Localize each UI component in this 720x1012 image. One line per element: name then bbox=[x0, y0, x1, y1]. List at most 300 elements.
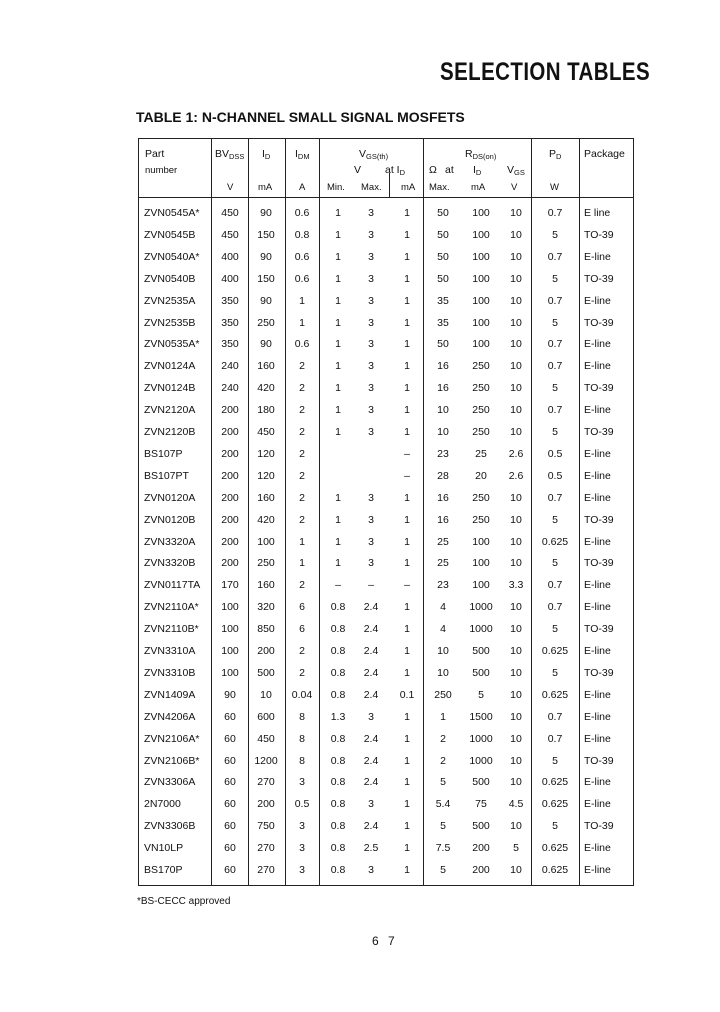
cell-idm: 6 bbox=[299, 601, 305, 614]
unit-max: Max. bbox=[361, 182, 382, 193]
header-bv-sub: DSS bbox=[229, 152, 245, 161]
cell-vgs-min: 1 bbox=[335, 228, 341, 241]
cell-bv: 200 bbox=[221, 513, 239, 526]
cell-rds-at-id: 20 bbox=[475, 469, 487, 482]
cell-rds-vgs: 2.6 bbox=[508, 447, 524, 460]
cell-vgs-max: 3 bbox=[368, 798, 374, 811]
cell-id: 750 bbox=[257, 820, 275, 833]
cell-vgs-min: 1 bbox=[335, 404, 341, 417]
cell-rds-at-id: 1000 bbox=[469, 601, 493, 614]
header-pd bbox=[549, 148, 561, 161]
cell-vgs-at-id: 1 bbox=[404, 666, 410, 679]
cell-package: E-line bbox=[584, 250, 611, 263]
cell-vgs-min: 1 bbox=[335, 382, 341, 395]
cell-vgs-min: 1 bbox=[335, 338, 341, 351]
cell-rds-max: 25 bbox=[437, 535, 449, 548]
cell-rds-max: 50 bbox=[437, 207, 449, 219]
table-row bbox=[139, 312, 633, 334]
cell-vgs-at-id: 1 bbox=[404, 250, 410, 263]
cell-idm: 2 bbox=[299, 645, 305, 657]
header-at-text: at I bbox=[385, 164, 400, 176]
unit-id: mA bbox=[258, 182, 273, 193]
footnote: *BS-CECC approved bbox=[137, 896, 231, 907]
cell-pd: 0.7 bbox=[547, 207, 563, 219]
cell-idm: 2 bbox=[299, 447, 305, 460]
table-row bbox=[139, 728, 633, 750]
cell-vgs-at-id: 1 bbox=[404, 754, 410, 767]
cell-rds-at-id: 100 bbox=[472, 338, 490, 351]
cell-bv: 240 bbox=[221, 382, 239, 395]
cell-vgs-at-id: – bbox=[404, 469, 410, 482]
header-number: number bbox=[145, 165, 178, 176]
cell-package: E-line bbox=[584, 732, 611, 745]
cell-idm: 2 bbox=[299, 513, 305, 526]
cell-idm: 2 bbox=[299, 579, 305, 592]
cell-pd: 0.625 bbox=[541, 688, 569, 701]
cell-package: E-line bbox=[584, 469, 611, 482]
cell-rds-max: 28 bbox=[437, 469, 449, 482]
cell-id: 100 bbox=[257, 535, 275, 548]
cell-part: ZVN3310A bbox=[144, 645, 196, 657]
cell-rds-vgs: 10 bbox=[510, 228, 522, 241]
cell-vgs-min: 1 bbox=[335, 557, 341, 570]
cell-rds-at-id: 75 bbox=[475, 798, 487, 811]
cell-bv: 200 bbox=[221, 469, 239, 482]
cell-id: 270 bbox=[257, 842, 275, 855]
cell-package: TO-39 bbox=[584, 754, 614, 767]
cell-vgs-at-id: 1 bbox=[404, 426, 410, 438]
cell-part: ZVN0120A bbox=[144, 491, 196, 504]
cell-rds-max: 35 bbox=[437, 294, 449, 307]
cell-rds-at-id: 500 bbox=[472, 666, 490, 679]
cell-part: ZVN0545B bbox=[144, 228, 196, 241]
header-bv bbox=[215, 148, 244, 161]
cell-rds-at-id: 100 bbox=[472, 272, 490, 285]
table-row bbox=[139, 268, 633, 290]
cell-vgs-min: 1 bbox=[335, 535, 341, 548]
cell-vgs-at-id: 1 bbox=[404, 864, 410, 876]
unit-pd: W bbox=[550, 182, 559, 193]
table-row bbox=[139, 224, 633, 246]
cell-pd: 0.7 bbox=[547, 579, 563, 592]
header-rds-text: R bbox=[465, 148, 473, 160]
cell-package: E-line bbox=[584, 360, 611, 373]
cell-rds-max: 5 bbox=[440, 864, 446, 876]
header-rid-text: I bbox=[473, 164, 476, 176]
cell-bv: 60 bbox=[224, 864, 236, 876]
cell-vgs-at-id: 1 bbox=[404, 710, 410, 723]
table-row bbox=[139, 509, 633, 531]
cell-rds-vgs: 10 bbox=[510, 732, 522, 745]
cell-vgs-max: 3 bbox=[368, 513, 374, 526]
cell-id: 180 bbox=[257, 404, 275, 417]
header-rds-id bbox=[473, 164, 481, 177]
cell-vgs-min: 0.8 bbox=[330, 688, 346, 701]
table-row bbox=[139, 377, 633, 399]
cell-package: E-line bbox=[584, 447, 611, 460]
cell-package: E-line bbox=[584, 798, 611, 811]
cell-idm: 2 bbox=[299, 382, 305, 395]
cell-rds-max: 23 bbox=[437, 447, 449, 460]
table-row bbox=[139, 531, 633, 553]
cell-package: E-line bbox=[584, 601, 611, 614]
cell-part: ZVN3320A bbox=[144, 535, 196, 548]
cell-package: TO-39 bbox=[584, 513, 614, 526]
cell-package: TO-39 bbox=[584, 557, 614, 570]
cell-rds-max: 25 bbox=[437, 557, 449, 570]
header-vgs-v: V bbox=[354, 164, 362, 176]
cell-package: E line bbox=[584, 207, 611, 219]
cell-vgs-max: 3 bbox=[368, 272, 374, 285]
cell-idm: 1 bbox=[299, 294, 305, 307]
cell-package: TO-39 bbox=[584, 228, 614, 241]
cell-vgs-min: 1 bbox=[335, 491, 341, 504]
table-row bbox=[139, 662, 633, 684]
cell-rds-vgs: 3.3 bbox=[508, 579, 524, 592]
cell-pd: 5 bbox=[552, 513, 558, 526]
cell-id: 90 bbox=[260, 338, 272, 351]
cell-part: ZVN0540A* bbox=[144, 250, 200, 263]
cell-rds-max: 10 bbox=[437, 426, 449, 438]
cell-bv: 100 bbox=[221, 666, 239, 679]
cell-id: 90 bbox=[260, 294, 272, 307]
cell-rds-at-id: 200 bbox=[472, 864, 490, 876]
cell-vgs-max: 3 bbox=[368, 426, 374, 438]
cell-pd: 5 bbox=[552, 272, 558, 285]
table-row bbox=[139, 333, 633, 355]
cell-vgs-max: 3 bbox=[368, 207, 374, 219]
cell-rds-vgs: 10 bbox=[510, 666, 522, 679]
cell-idm: 2 bbox=[299, 491, 305, 504]
cell-idm: 1 bbox=[299, 316, 305, 329]
cell-pd: 0.5 bbox=[547, 469, 563, 482]
cell-vgs-at-id: 1 bbox=[404, 842, 410, 855]
cell-rds-at-id: 1000 bbox=[469, 732, 493, 745]
cell-id: 200 bbox=[257, 645, 275, 657]
cell-id: 10 bbox=[260, 688, 272, 701]
cell-idm: 3 bbox=[299, 776, 305, 789]
cell-rds-vgs: 10 bbox=[510, 250, 522, 263]
cell-rds-at-id: 250 bbox=[472, 491, 490, 504]
cell-pd: 0.7 bbox=[547, 360, 563, 373]
cell-part: ZVN2120A bbox=[144, 404, 196, 417]
cell-vgs-at-id: 1 bbox=[404, 776, 410, 789]
cell-package: TO-39 bbox=[584, 820, 614, 833]
cell-vgs-at-id: 1 bbox=[404, 404, 410, 417]
cell-idm: 0.6 bbox=[294, 250, 310, 263]
cell-rds-max: 35 bbox=[437, 316, 449, 329]
table-row bbox=[139, 465, 633, 487]
cell-rds-at-id: 250 bbox=[472, 404, 490, 417]
header-ohm-at: at bbox=[445, 164, 454, 176]
cell-rds-vgs: 10 bbox=[510, 776, 522, 789]
cell-bv: 200 bbox=[221, 447, 239, 460]
cell-vgs-at-id: 1 bbox=[404, 601, 410, 614]
cell-package: E-line bbox=[584, 710, 611, 723]
cell-bv: 60 bbox=[224, 820, 236, 833]
table-row bbox=[139, 421, 633, 443]
cell-bv: 200 bbox=[221, 491, 239, 504]
cell-rds-at-id: 500 bbox=[472, 645, 490, 657]
cell-id: 120 bbox=[257, 447, 275, 460]
table-row bbox=[139, 487, 633, 509]
cell-part: 2N7000 bbox=[144, 798, 181, 811]
cell-idm: 8 bbox=[299, 710, 305, 723]
cell-rds-max: 10 bbox=[437, 666, 449, 679]
table-row bbox=[139, 859, 633, 881]
cell-rds-at-id: 5 bbox=[478, 688, 484, 701]
cell-bv: 350 bbox=[221, 316, 239, 329]
cell-bv: 450 bbox=[221, 228, 239, 241]
cell-vgs-min: 1 bbox=[335, 272, 341, 285]
cell-vgs-min: 0.8 bbox=[330, 601, 346, 614]
cell-vgs-at-id: 1 bbox=[404, 557, 410, 570]
cell-pd: 0.625 bbox=[541, 842, 569, 855]
cell-vgs-min: 0.8 bbox=[330, 732, 346, 745]
cell-vgs-min: 0.8 bbox=[330, 754, 346, 767]
cell-package: E-line bbox=[584, 294, 611, 307]
cell-pd: 0.7 bbox=[547, 732, 563, 745]
cell-pd: 0.625 bbox=[541, 798, 569, 811]
cell-pd: 0.7 bbox=[547, 338, 563, 351]
cell-id: 450 bbox=[257, 732, 275, 745]
cell-part: ZVN1409A bbox=[144, 688, 196, 701]
cell-vgs-max: 3 bbox=[368, 535, 374, 548]
cell-vgs-at-id: – bbox=[404, 447, 410, 460]
cell-vgs-min: 1 bbox=[335, 360, 341, 373]
cell-bv: 400 bbox=[221, 250, 239, 263]
cell-rds-at-id: 1000 bbox=[469, 754, 493, 767]
cell-idm: 0.5 bbox=[294, 798, 310, 811]
cell-part: BS107PT bbox=[144, 469, 189, 482]
cell-idm: 2 bbox=[299, 666, 305, 679]
cell-id: 270 bbox=[257, 776, 275, 789]
cell-id: 90 bbox=[260, 207, 272, 219]
cell-part: ZVN0117TA bbox=[144, 579, 201, 592]
cell-id: 160 bbox=[257, 491, 275, 504]
cell-rds-vgs: 5 bbox=[513, 842, 519, 855]
cell-part: ZVN3306B bbox=[144, 820, 196, 833]
cell-rds-max: 2 bbox=[440, 754, 446, 767]
cell-vgs-at-id: 1 bbox=[404, 491, 410, 504]
cell-vgs-min: 1 bbox=[335, 513, 341, 526]
cell-pd: 0.7 bbox=[547, 250, 563, 263]
cell-package: E-line bbox=[584, 579, 611, 592]
cell-id: 600 bbox=[257, 710, 275, 723]
cell-rds-max: 5.4 bbox=[435, 798, 451, 811]
cell-idm: 1 bbox=[299, 557, 305, 570]
cell-rds-vgs: 10 bbox=[510, 316, 522, 329]
cell-idm: 8 bbox=[299, 754, 305, 767]
unit-min: Min. bbox=[327, 182, 345, 193]
header-bv-text: BV bbox=[215, 148, 230, 160]
cell-vgs-min: 1 bbox=[335, 250, 341, 263]
cell-pd: 0.7 bbox=[547, 710, 563, 723]
cell-package: TO-39 bbox=[584, 272, 614, 285]
table-row bbox=[139, 552, 633, 574]
table-row bbox=[139, 793, 633, 815]
cell-rds-at-id: 500 bbox=[472, 776, 490, 789]
cell-part: ZVN2120B bbox=[144, 426, 196, 438]
cell-vgs-min: 1 bbox=[335, 426, 341, 438]
cell-rds-vgs: 10 bbox=[510, 360, 522, 373]
cell-vgs-max: 3 bbox=[368, 491, 374, 504]
cell-id: 500 bbox=[257, 666, 275, 679]
cell-vgs-at-id: 1 bbox=[404, 513, 410, 526]
cell-vgs-min: 1 bbox=[335, 294, 341, 307]
cell-id: 320 bbox=[257, 601, 275, 614]
cell-id: 420 bbox=[257, 513, 275, 526]
cell-bv: 200 bbox=[221, 426, 239, 438]
table-row bbox=[139, 246, 633, 268]
header-rds-sub: DS(on) bbox=[472, 152, 497, 161]
cell-vgs-max: 3 bbox=[368, 404, 374, 417]
unit-ma: mA bbox=[401, 182, 416, 193]
cell-vgs-max: 2.4 bbox=[363, 666, 379, 679]
cell-package: E-line bbox=[584, 491, 611, 504]
cell-pd: 0.7 bbox=[547, 491, 563, 504]
table-row bbox=[139, 596, 633, 618]
cell-vgs-max: 3 bbox=[368, 228, 374, 241]
cell-vgs-max: 3 bbox=[368, 864, 374, 876]
cell-part: ZVN2106A* bbox=[144, 732, 200, 745]
header-idm-text: I bbox=[295, 148, 298, 160]
cell-id: 450 bbox=[257, 426, 275, 438]
cell-vgs-min: – bbox=[335, 579, 341, 592]
cell-vgs-min: 0.8 bbox=[330, 864, 346, 876]
cell-rds-max: 5 bbox=[440, 820, 446, 833]
cell-id: 420 bbox=[257, 382, 275, 395]
cell-bv: 240 bbox=[221, 360, 239, 373]
cell-pd: 0.625 bbox=[541, 645, 569, 657]
cell-vgs-min: 1 bbox=[335, 316, 341, 329]
cell-rds-max: 16 bbox=[437, 491, 449, 504]
cell-package: E-line bbox=[584, 404, 611, 417]
cell-rds-at-id: 100 bbox=[472, 535, 490, 548]
cell-idm: 2 bbox=[299, 426, 305, 438]
cell-rds-vgs: 10 bbox=[510, 382, 522, 395]
cell-vgs-min: 0.8 bbox=[330, 842, 346, 855]
cell-id: 150 bbox=[257, 272, 275, 285]
cell-bv: 60 bbox=[224, 842, 236, 855]
cell-idm: 1 bbox=[299, 535, 305, 548]
cell-vgs-min: 0.8 bbox=[330, 820, 346, 833]
cell-rds-at-id: 100 bbox=[472, 228, 490, 241]
cell-vgs-at-id: 1 bbox=[404, 316, 410, 329]
cell-id: 250 bbox=[257, 557, 275, 570]
cell-idm: 0.6 bbox=[294, 338, 310, 351]
cell-rds-max: 10 bbox=[437, 404, 449, 417]
header-pd-text: P bbox=[549, 148, 557, 160]
table-row bbox=[139, 837, 633, 859]
cell-vgs-at-id: 1 bbox=[404, 207, 410, 219]
cell-bv: 60 bbox=[224, 710, 236, 723]
cell-bv: 170 bbox=[221, 579, 239, 592]
cell-rds-vgs: 10 bbox=[510, 426, 522, 438]
cell-part: ZVN3310B bbox=[144, 666, 196, 679]
cell-idm: 3 bbox=[299, 842, 305, 855]
cell-rds-max: 23 bbox=[437, 579, 449, 592]
cell-package: E-line bbox=[584, 535, 611, 548]
cell-rds-vgs: 4.5 bbox=[508, 798, 524, 811]
cell-vgs-max: 2.4 bbox=[363, 820, 379, 833]
cell-rds-at-id: 500 bbox=[472, 820, 490, 833]
header-id-text: I bbox=[262, 148, 265, 160]
header-rid-sub: D bbox=[475, 168, 482, 177]
cell-package: E-line bbox=[584, 688, 611, 701]
cell-rds-vgs: 10 bbox=[510, 404, 522, 417]
cell-pd: 5 bbox=[552, 228, 558, 241]
cell-part: BS170P bbox=[144, 864, 183, 876]
cell-rds-at-id: 1000 bbox=[469, 623, 493, 636]
header-vgs-at bbox=[385, 164, 405, 177]
cell-rds-max: 4 bbox=[440, 601, 446, 614]
cell-rds-at-id: 100 bbox=[472, 207, 490, 219]
cell-vgs-at-id: 1 bbox=[404, 798, 410, 811]
cell-package: E-line bbox=[584, 842, 611, 855]
cell-package: TO-39 bbox=[584, 426, 614, 438]
cell-part: ZVN0124B bbox=[144, 382, 196, 395]
cell-vgs-max: 3 bbox=[368, 557, 374, 570]
cell-vgs-min: 0.8 bbox=[330, 645, 346, 657]
unit-rv: V bbox=[511, 182, 518, 193]
cell-rds-at-id: 250 bbox=[472, 513, 490, 526]
table-row bbox=[139, 706, 633, 728]
cell-rds-max: 50 bbox=[437, 272, 449, 285]
table-caption: TABLE 1: N-CHANNEL SMALL SIGNAL MOSFETS bbox=[136, 109, 465, 125]
cell-rds-at-id: 100 bbox=[472, 316, 490, 329]
cell-rds-at-id: 200 bbox=[472, 842, 490, 855]
cell-package: E-line bbox=[584, 645, 611, 657]
cell-package: TO-39 bbox=[584, 666, 614, 679]
cell-pd: 0.7 bbox=[547, 601, 563, 614]
cell-part: BS107P bbox=[144, 447, 183, 460]
cell-part: ZVN2110B* bbox=[144, 623, 199, 636]
cell-vgs-max: 2.4 bbox=[363, 732, 379, 745]
cell-rds-max: 2 bbox=[440, 732, 446, 745]
cell-package: TO-39 bbox=[584, 382, 614, 395]
cell-pd: 5 bbox=[552, 820, 558, 833]
cell-rds-at-id: 250 bbox=[472, 382, 490, 395]
cell-vgs-at-id: 1 bbox=[404, 535, 410, 548]
cell-vgs-max: 2.4 bbox=[363, 688, 379, 701]
cell-bv: 200 bbox=[221, 535, 239, 548]
cell-vgs-max: 3 bbox=[368, 338, 374, 351]
cell-vgs-min: 0.8 bbox=[330, 776, 346, 789]
cell-rds-vgs: 10 bbox=[510, 491, 522, 504]
header-rds bbox=[465, 148, 496, 161]
cell-bv: 100 bbox=[221, 645, 239, 657]
cell-part: VN10LP bbox=[144, 842, 184, 855]
cell-vgs-max: 3 bbox=[368, 294, 374, 307]
header-vgs bbox=[359, 148, 388, 161]
cell-id: 160 bbox=[257, 360, 275, 373]
cell-part: ZVN3320B bbox=[144, 557, 196, 570]
cell-vgs-min: 0.8 bbox=[330, 666, 346, 679]
cell-bv: 200 bbox=[221, 404, 239, 417]
header-vgs-text: V bbox=[359, 148, 367, 160]
table-row bbox=[139, 771, 633, 793]
cell-rds-max: 4 bbox=[440, 623, 446, 636]
cell-pd: 0.5 bbox=[547, 447, 563, 460]
table-row bbox=[139, 202, 633, 224]
header-part: Part bbox=[145, 148, 165, 160]
cell-rds-max: 50 bbox=[437, 228, 449, 241]
cell-rds-at-id: 100 bbox=[472, 557, 490, 570]
cell-vgs-at-id: 1 bbox=[404, 820, 410, 833]
cell-idm: 0.6 bbox=[294, 207, 310, 219]
cell-rds-vgs: 10 bbox=[510, 272, 522, 285]
